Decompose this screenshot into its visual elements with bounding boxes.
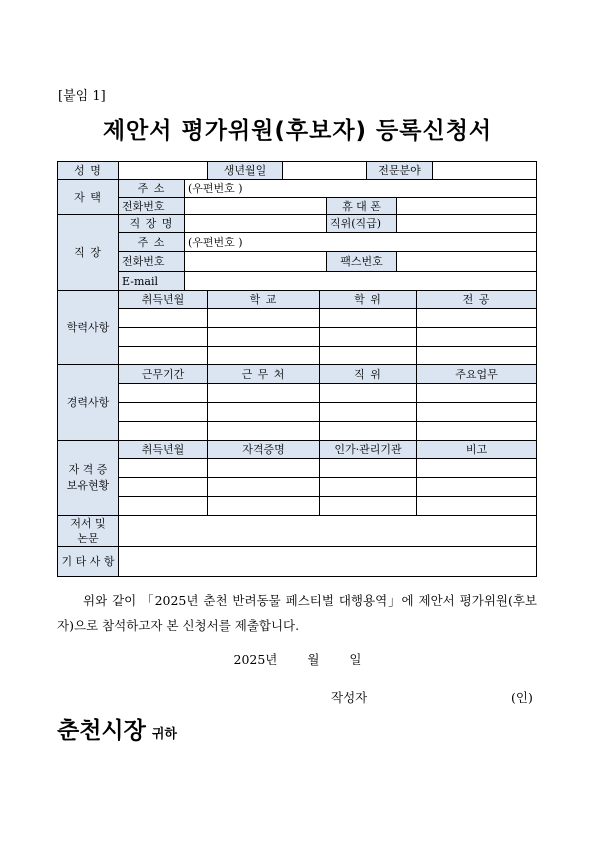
education-header: 전 공 bbox=[416, 290, 537, 309]
publications-field[interactable] bbox=[118, 515, 537, 547]
education-cell[interactable] bbox=[416, 308, 537, 328]
education-cell[interactable] bbox=[118, 346, 208, 365]
career-cell[interactable] bbox=[118, 402, 208, 422]
addressee-name: 춘천시장 bbox=[57, 718, 146, 744]
career-cell[interactable] bbox=[416, 402, 537, 422]
education-cell[interactable] bbox=[416, 346, 537, 365]
education-cell[interactable] bbox=[319, 346, 417, 365]
career-section-label: 경력사항 bbox=[57, 364, 119, 441]
license-section-label bbox=[57, 440, 119, 516]
education-cell[interactable] bbox=[207, 346, 320, 365]
education-cell[interactable] bbox=[118, 308, 208, 328]
document-title: 제안서 평가위원(후보자) 등록신청서 bbox=[102, 118, 493, 144]
career-cell[interactable] bbox=[118, 383, 208, 403]
date-day: 일 bbox=[349, 652, 362, 667]
education-header: 취득년월 bbox=[118, 290, 208, 309]
mobile-field[interactable] bbox=[396, 197, 537, 215]
home-address-label: 주 소 bbox=[118, 179, 185, 198]
work-phone-field[interactable] bbox=[184, 251, 327, 272]
license-cell[interactable] bbox=[416, 496, 537, 516]
career-header: 주요업무 bbox=[416, 364, 537, 384]
name-label: 성 명 bbox=[57, 161, 119, 180]
birth-field[interactable] bbox=[282, 161, 367, 180]
application-form-table bbox=[57, 161, 537, 577]
license-label-line1: 자 격 증 bbox=[68, 463, 108, 476]
license-cell[interactable] bbox=[118, 496, 208, 516]
workplace-field[interactable] bbox=[184, 214, 327, 233]
addressee bbox=[57, 712, 177, 745]
license-cell[interactable] bbox=[416, 477, 537, 497]
education-cell[interactable] bbox=[118, 327, 208, 347]
field-label: 전문분야 bbox=[366, 161, 433, 180]
education-section-label: 학력사항 bbox=[57, 290, 119, 365]
submission-date bbox=[0, 650, 595, 668]
education-cell[interactable] bbox=[207, 308, 320, 328]
education-header: 학 교 bbox=[207, 290, 320, 309]
career-header: 직 위 bbox=[319, 364, 417, 384]
work-label: 직 장 bbox=[57, 214, 119, 291]
career-header: 근 무 처 bbox=[207, 364, 320, 384]
home-phone-field[interactable] bbox=[184, 197, 327, 215]
license-cell[interactable] bbox=[319, 496, 417, 516]
home-label: 자 택 bbox=[57, 179, 119, 215]
career-cell[interactable] bbox=[416, 421, 537, 441]
license-header: 인가·관리기관 bbox=[319, 440, 417, 459]
birth-label: 생년월일 bbox=[207, 161, 283, 180]
education-cell[interactable] bbox=[416, 327, 537, 347]
license-cell[interactable] bbox=[207, 477, 320, 497]
publications-label-line1: 저서 및 bbox=[70, 517, 106, 530]
attachment-label: [붙임 1] bbox=[58, 89, 106, 104]
license-cell[interactable] bbox=[319, 458, 417, 478]
home-phone-label: 전화번호 bbox=[118, 197, 185, 215]
license-header: 취득년월 bbox=[118, 440, 208, 459]
license-header: 비고 bbox=[416, 440, 537, 459]
others-field[interactable] bbox=[118, 546, 537, 577]
career-cell[interactable] bbox=[207, 383, 320, 403]
career-cell[interactable] bbox=[118, 421, 208, 441]
career-cell[interactable] bbox=[207, 421, 320, 441]
home-address-field[interactable]: (우편번호 ) bbox=[184, 179, 537, 198]
career-cell[interactable] bbox=[319, 402, 417, 422]
career-cell[interactable] bbox=[319, 383, 417, 403]
position-field[interactable] bbox=[396, 214, 537, 233]
fax-field[interactable] bbox=[396, 251, 537, 272]
license-cell[interactable] bbox=[118, 458, 208, 478]
license-cell[interactable] bbox=[207, 496, 320, 516]
email-label: E-mail bbox=[118, 271, 185, 291]
field-field[interactable] bbox=[432, 161, 537, 180]
work-address-field[interactable]: (우편번호 ) bbox=[184, 232, 537, 252]
date-year: 2025년 bbox=[233, 652, 278, 667]
workplace-label: 직 장 명 bbox=[118, 214, 185, 233]
license-header: 자격증명 bbox=[207, 440, 320, 459]
work-address-label: 주 소 bbox=[118, 232, 185, 252]
seal-label: (인) bbox=[511, 690, 533, 705]
career-header: 근무기간 bbox=[118, 364, 208, 384]
fax-label: 팩스번호 bbox=[326, 251, 397, 272]
work-phone-label: 전화번호 bbox=[118, 251, 185, 272]
career-cell[interactable] bbox=[207, 402, 320, 422]
education-cell[interactable] bbox=[319, 327, 417, 347]
writer-label: 작성자 bbox=[331, 690, 368, 705]
name-field[interactable] bbox=[118, 161, 208, 180]
license-cell[interactable] bbox=[207, 458, 320, 478]
publications-label bbox=[57, 515, 119, 547]
mobile-label: 휴 대 폰 bbox=[326, 197, 397, 215]
publications-label-line2: 논문 bbox=[77, 532, 99, 545]
email-field[interactable] bbox=[184, 271, 537, 291]
education-cell[interactable] bbox=[319, 308, 417, 328]
position-label: 직위(직급) bbox=[326, 214, 397, 233]
date-month: 월 bbox=[307, 652, 320, 667]
career-cell[interactable] bbox=[416, 383, 537, 403]
license-cell[interactable] bbox=[319, 477, 417, 497]
license-label-line2: 보유현황 bbox=[66, 479, 110, 492]
education-header: 학 위 bbox=[319, 290, 417, 309]
declaration-text: 위와 같이 「2025년 춘천 반려동물 페스티벌 대행용역」에 제안서 평가위원(후보자)으로 참석하고자 본 신청서를 제출합니다. bbox=[57, 593, 537, 633]
career-cell[interactable] bbox=[319, 421, 417, 441]
others-label: 기 타 사 항 bbox=[57, 546, 119, 577]
license-cell[interactable] bbox=[416, 458, 537, 478]
addressee-suffix: 귀하 bbox=[151, 727, 177, 742]
license-cell[interactable] bbox=[118, 477, 208, 497]
education-cell[interactable] bbox=[207, 327, 320, 347]
